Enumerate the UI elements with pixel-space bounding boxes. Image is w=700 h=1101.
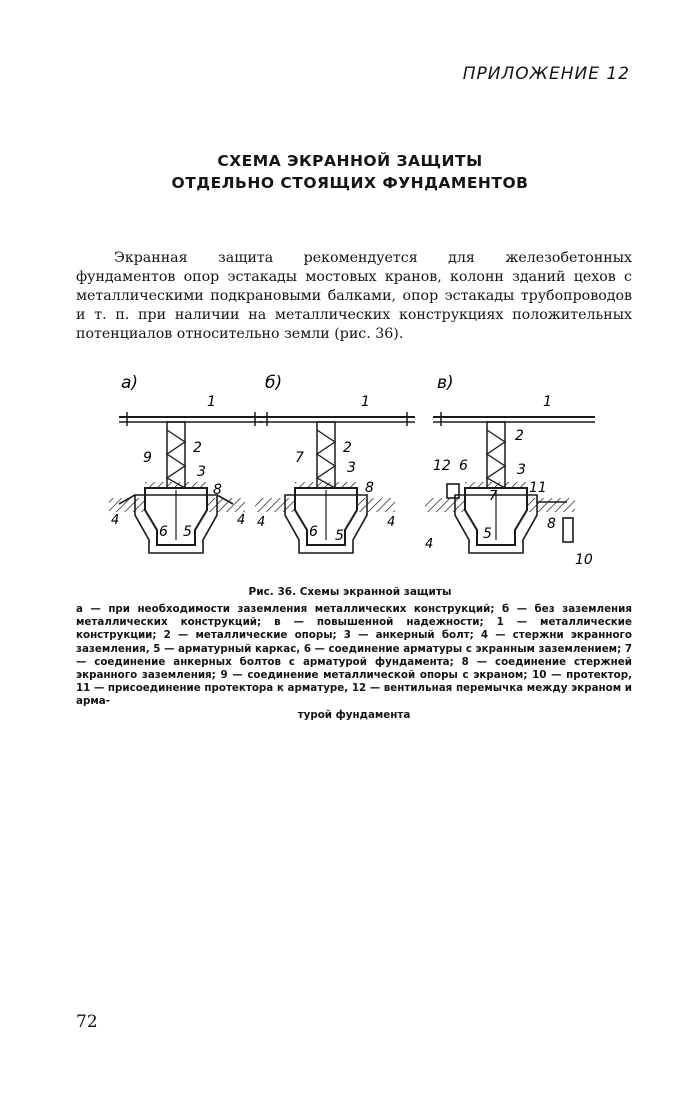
label-1-b: 1 bbox=[361, 394, 370, 410]
diagram-panel-b bbox=[255, 373, 415, 553]
label-8-v: 8 bbox=[547, 516, 556, 532]
label-11-v: 11 bbox=[529, 480, 547, 496]
page-title bbox=[60, 150, 640, 194]
label-2-a: 2 bbox=[193, 440, 202, 456]
figure-legend bbox=[76, 603, 632, 722]
label-7-v: 7 bbox=[489, 489, 498, 504]
label-8-b: 8 bbox=[365, 480, 374, 496]
appendix-label: ПРИЛОЖЕНИЕ 12 bbox=[462, 64, 630, 84]
label-4-left-a: 4 bbox=[111, 513, 120, 528]
label-4-right-a: 4 bbox=[237, 513, 246, 528]
intro-paragraph: Экранная защита рекомендуется для железобетонных фундаментов опор эстакады мостовых кранов, колонн зданий цехов с металлическими подкрановыми балками, опор эстакады трубопроводов и т. п. при наличии на металлических конструкциях положительных потенциалов относительно земли (рис. 36). bbox=[76, 250, 632, 342]
diagram-panel-a bbox=[109, 373, 266, 553]
label-3-b: 3 bbox=[347, 460, 356, 476]
label-7-b: 7 bbox=[295, 450, 304, 466]
panel-a-letter: а) bbox=[121, 373, 139, 393]
label-5-a: 5 bbox=[183, 524, 192, 540]
legend-body: а — при необходимости заземления металлических конструкций; б — без заземления металлических конструкций; в — повышенной надежности; 1 — металлические конструкции; 2 — металлические опоры; 3 — анкерный болт; 4 — стержни экранного заземления, 5 — арматурный каркас, 6 — соединение арматуры с экранным заземлением; 7 — соединение анкерных болтов с арматурой фундамента; 8 — соединение стержней экранного заземления; 9 — соединение металлической опоры с экраном; 10 — протектор, 11 — присоединение протектора к арматуре, 12 — вентильная перемычка между экраном и арма- bbox=[76, 603, 632, 708]
label-8-a: 8 bbox=[213, 482, 222, 498]
label-3-v: 3 bbox=[517, 462, 526, 478]
label-2-v: 2 bbox=[515, 428, 524, 444]
diagram-panel-v bbox=[425, 373, 595, 568]
page-number: 72 bbox=[76, 1012, 98, 1032]
label-4-left-b: 4 bbox=[257, 515, 266, 530]
label-1-a: 1 bbox=[207, 394, 216, 410]
label-6-b: 6 bbox=[309, 524, 318, 540]
label-4-right-b: 4 bbox=[387, 515, 396, 530]
label-9-a: 9 bbox=[143, 450, 152, 466]
label-12-v: 12 bbox=[433, 458, 451, 474]
title-line-2: ОТДЕЛЬНО СТОЯЩИХ ФУНДАМЕНТОВ bbox=[171, 174, 529, 192]
label-4-v: 4 bbox=[425, 537, 434, 552]
panel-v-letter: в) bbox=[437, 373, 454, 393]
figure-caption-title: Рис. 36. Схемы экранной защиты bbox=[248, 586, 452, 598]
legend-tail: турой фундамента bbox=[297, 708, 411, 721]
label-2-b: 2 bbox=[343, 440, 352, 456]
label-6-v: 6 bbox=[459, 458, 468, 474]
label-6-a: 6 bbox=[159, 524, 168, 540]
label-10-v: 10 bbox=[575, 552, 593, 568]
panel-b-letter: б) bbox=[265, 373, 283, 393]
title-line-1: СХЕМА ЭКРАННОЙ ЗАЩИТЫ bbox=[217, 152, 483, 170]
label-5-v: 5 bbox=[483, 526, 492, 542]
label-5-b: 5 bbox=[335, 528, 344, 544]
label-1-v: 1 bbox=[543, 394, 552, 410]
figure-36 bbox=[105, 370, 635, 590]
label-3-a: 3 bbox=[197, 464, 206, 480]
